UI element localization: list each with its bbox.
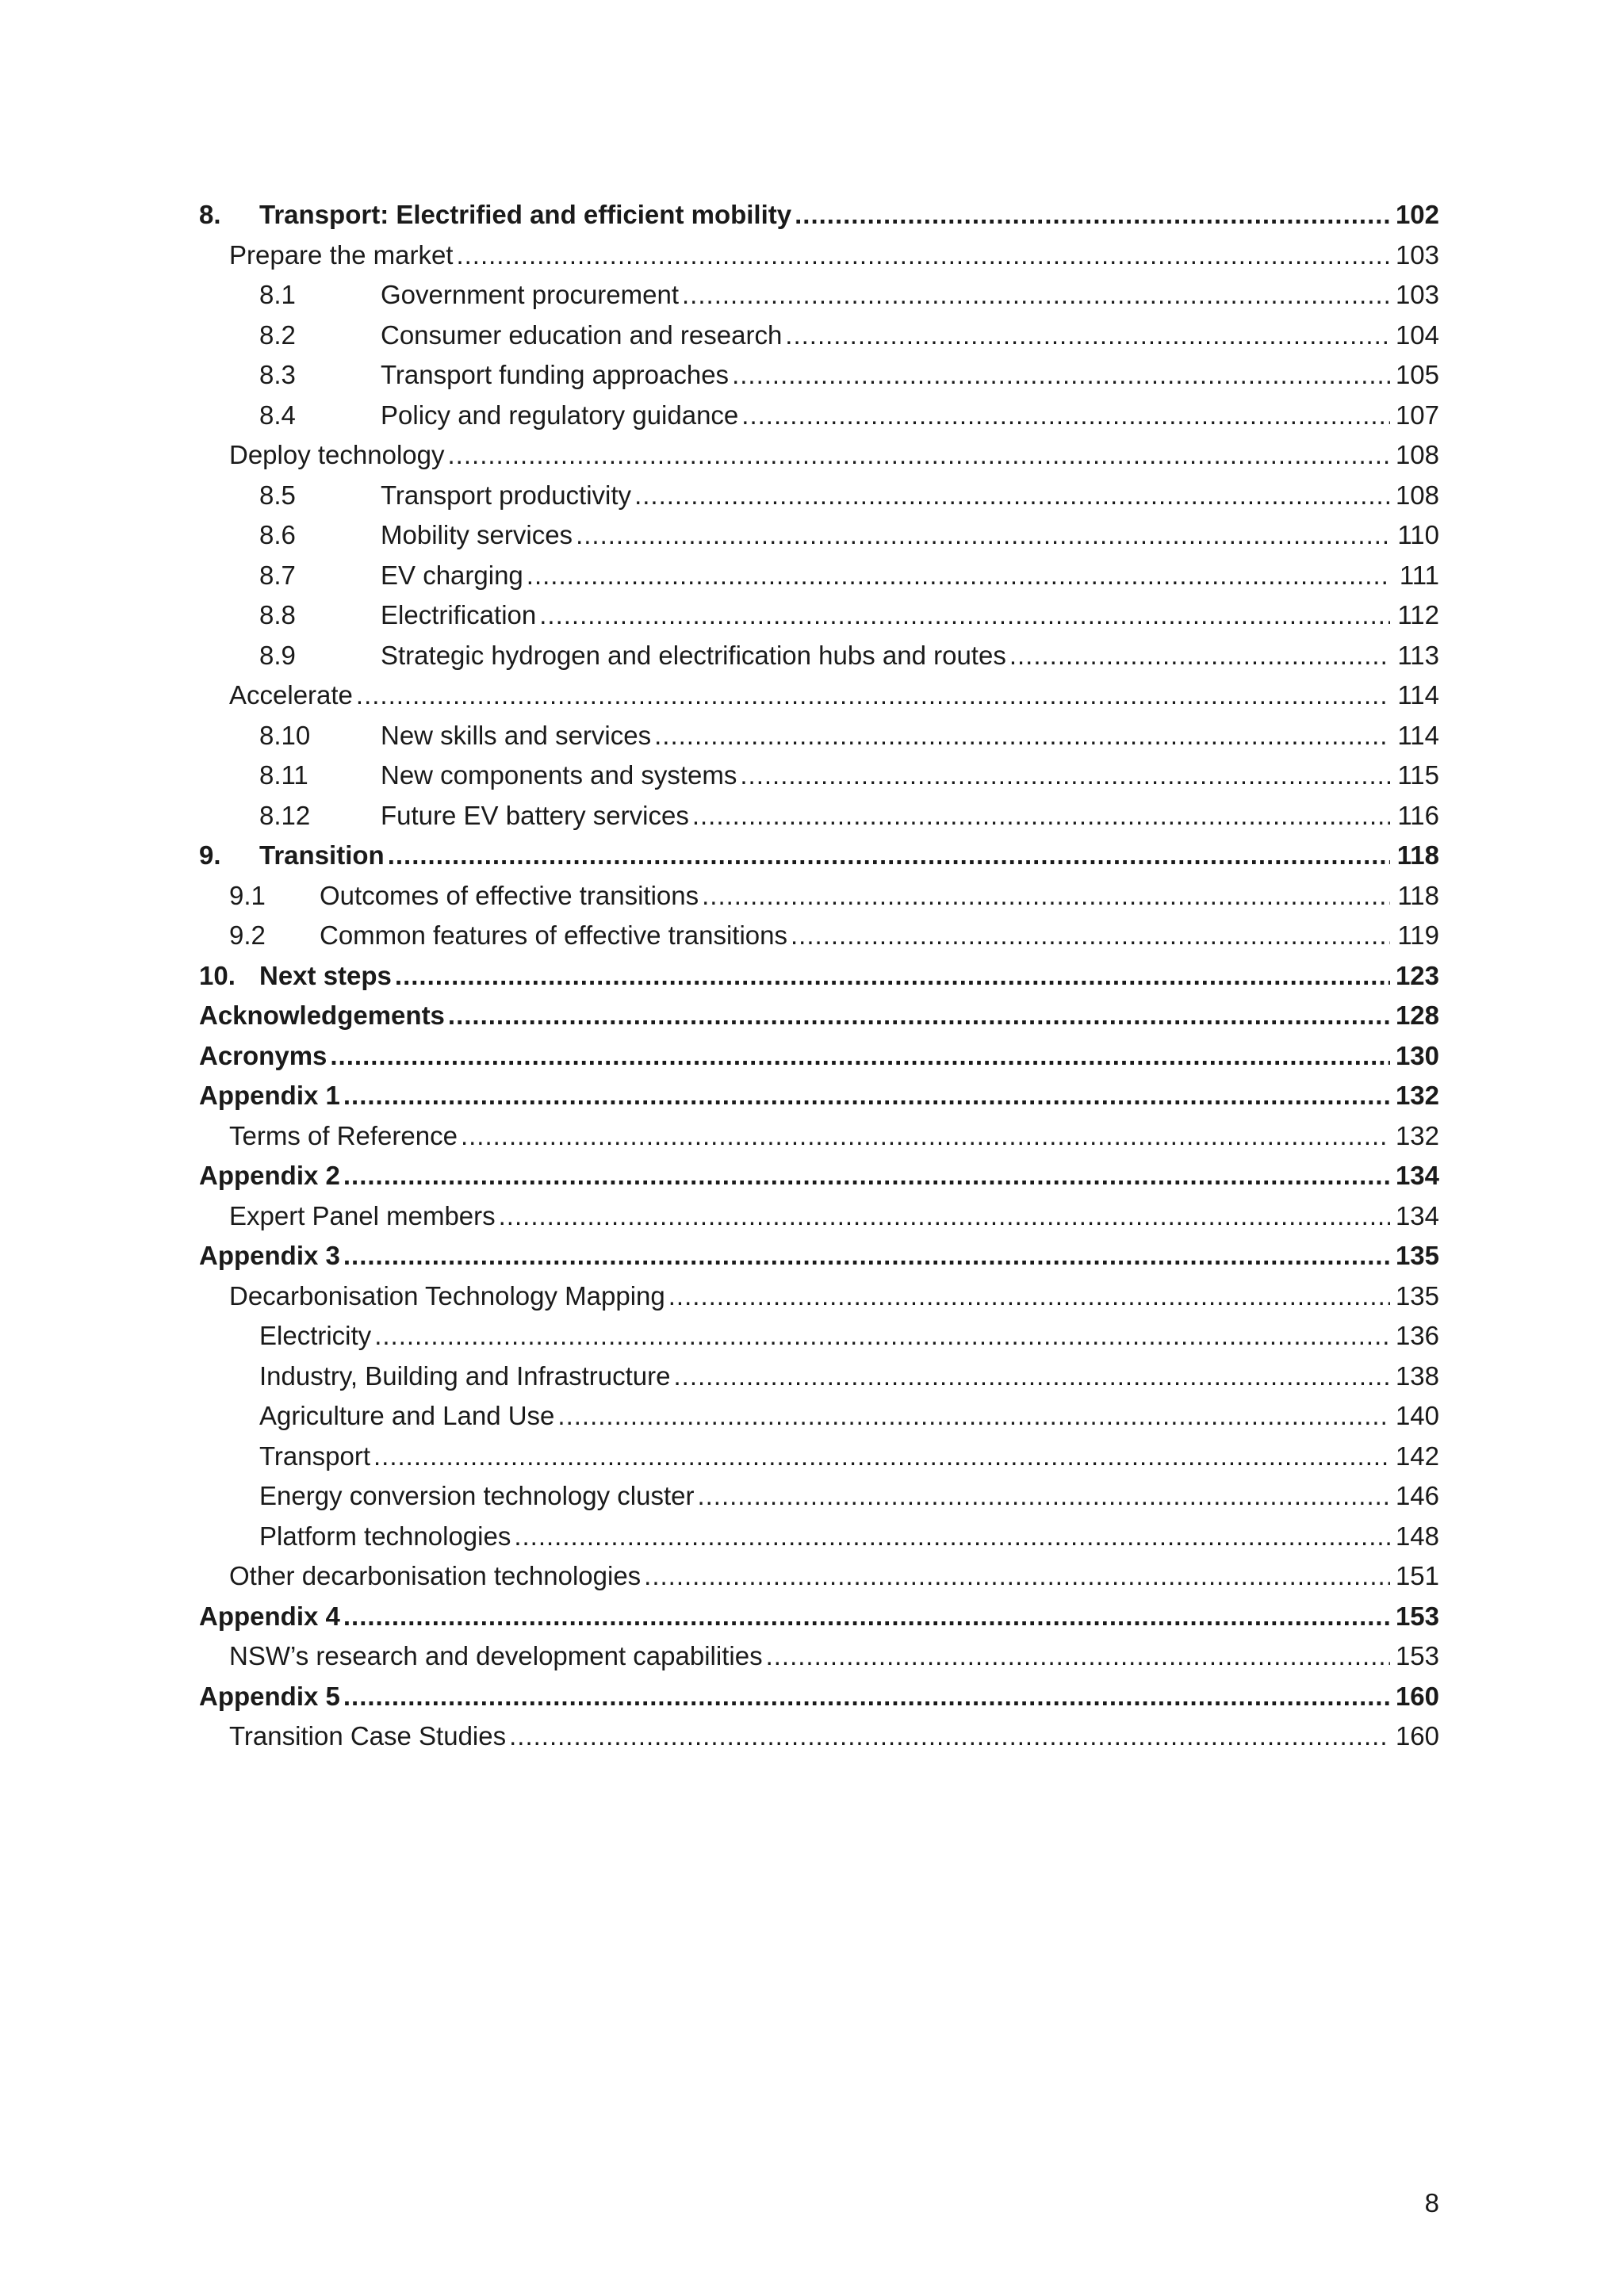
toc-entry-page: 116: [1397, 800, 1439, 830]
toc-entry-number: 8.10: [259, 720, 311, 750]
toc-dot-leader: [576, 515, 1390, 556]
toc-entry[interactable]: [199, 1677, 1439, 1717]
toc-dot-leader: [343, 1677, 1390, 1717]
toc-entry[interactable]: [199, 1156, 1439, 1196]
toc-entry-number: 8.9: [259, 640, 296, 670]
toc-entry[interactable]: [199, 595, 1439, 636]
toc-dot-leader: [343, 1156, 1390, 1196]
toc-entry[interactable]: [199, 476, 1439, 516]
toc-dot-leader: [692, 796, 1390, 836]
toc-entry-page: 160: [1395, 1681, 1439, 1711]
toc-entry-number: 9.2: [229, 920, 266, 950]
toc-entry-page: 103: [1395, 239, 1439, 270]
toc-entry[interactable]: [199, 1597, 1439, 1637]
toc-entry-title: New components and systems: [381, 760, 737, 790]
toc-dot-leader: [499, 1196, 1390, 1237]
toc-entry-page: 130: [1395, 1040, 1439, 1070]
toc-entry-page: 118: [1397, 880, 1439, 910]
toc-entry-title: New skills and services: [381, 720, 652, 750]
toc-entry-title: Policy and regulatory guidance: [381, 400, 739, 430]
toc-entry[interactable]: [199, 1556, 1439, 1597]
toc-dot-leader: [448, 996, 1390, 1036]
toc-entry-page: 134: [1395, 1200, 1439, 1230]
toc-entry[interactable]: [199, 1476, 1439, 1517]
toc-entry[interactable]: [199, 716, 1439, 756]
toc-entry-page: 123: [1395, 960, 1439, 990]
toc-entry-page: 105: [1395, 360, 1439, 389]
toc-entry[interactable]: [199, 1517, 1439, 1557]
toc-entry-number: 8.: [199, 200, 221, 229]
toc-dot-leader: [539, 595, 1390, 636]
toc-entry-page: 111: [1399, 560, 1439, 590]
toc-entry-page: 113: [1397, 640, 1439, 670]
toc-entry-number: 8.3: [259, 360, 296, 389]
toc-entry[interactable]: [199, 515, 1439, 556]
toc-dot-leader: [330, 1036, 1390, 1077]
toc-entry-page: 128: [1395, 1001, 1439, 1030]
toc-entry-title: Agriculture and Land Use: [259, 1401, 555, 1430]
toc-entry-title: Common features of effective transitions: [320, 920, 788, 950]
toc-entry-title: Deploy technology: [229, 440, 445, 469]
toc-entry-title: Expert Panel members: [229, 1200, 496, 1230]
toc-entry[interactable]: [199, 355, 1439, 396]
toc-entry-page: 108: [1395, 480, 1439, 510]
toc-entry-title: Transport productivity: [381, 480, 632, 510]
toc-entry-title: Appendix 4: [199, 1601, 340, 1631]
toc-entry-page: 135: [1395, 1280, 1439, 1311]
toc-entry[interactable]: [199, 316, 1439, 356]
toc-dot-leader: [1009, 636, 1390, 676]
toc-entry[interactable]: [199, 1276, 1439, 1317]
toc-entry-title: Consumer education and research: [381, 320, 783, 350]
toc-entry-page: 132: [1395, 1120, 1439, 1150]
toc-entry-page: 102: [1395, 200, 1439, 229]
toc-entry-title: Electricity: [259, 1321, 372, 1350]
toc-entry-title: Acronyms: [199, 1040, 327, 1070]
toc-entry[interactable]: [199, 275, 1439, 316]
toc-entry[interactable]: [199, 916, 1439, 956]
toc-entry-title: Outcomes of effective transitions: [320, 880, 699, 910]
toc-entry-page: 103: [1395, 280, 1439, 309]
toc-entry[interactable]: [199, 1116, 1439, 1157]
toc-entry-number: 8.5: [259, 480, 296, 510]
toc-entry-page: 142: [1395, 1441, 1439, 1471]
toc-entry-page: 138: [1395, 1360, 1439, 1391]
toc-dot-leader: [682, 275, 1390, 316]
toc-dot-leader: [702, 876, 1390, 916]
toc-entry-page: 112: [1397, 600, 1439, 629]
toc-entry-title: Prepare the market: [229, 239, 454, 270]
toc-entry-number: 8.12: [259, 800, 311, 830]
toc-dot-leader: [373, 1437, 1390, 1477]
toc-entry-title: Energy conversion technology cluster: [259, 1481, 695, 1510]
toc-entry[interactable]: [199, 1316, 1439, 1357]
toc-entry-title: Decarbonisation Technology Mapping: [229, 1280, 665, 1311]
toc-dot-leader: [557, 1396, 1390, 1437]
toc-entry[interactable]: [199, 876, 1439, 916]
toc-entry-page: 132: [1395, 1081, 1439, 1110]
toc-entry-page: 153: [1395, 1601, 1439, 1631]
toc-entry[interactable]: [199, 1636, 1439, 1677]
toc-entry-title: Transport: Electrified and efficient mobility: [259, 200, 792, 229]
toc-dot-leader: [448, 435, 1390, 476]
toc-dot-leader: [668, 1276, 1390, 1317]
toc-entry[interactable]: [199, 1396, 1439, 1437]
toc-entry[interactable]: [199, 195, 1439, 235]
toc-entry[interactable]: [199, 1236, 1439, 1276]
toc-entry-page: 151: [1395, 1561, 1439, 1590]
toc-entry[interactable]: [199, 1716, 1439, 1757]
toc-dot-leader: [785, 316, 1390, 356]
toc-entry[interactable]: [199, 796, 1439, 836]
toc-entry-title: Electrification: [381, 600, 537, 629]
toc-entry-title: NSW’s research and development capabilities: [229, 1641, 763, 1670]
toc-entry-number: 9.1: [229, 880, 266, 910]
toc-dot-leader: [356, 675, 1390, 716]
toc-dot-leader: [741, 396, 1390, 436]
toc-entry-title: Transition: [259, 840, 385, 870]
toc-entry-number: 8.4: [259, 400, 296, 430]
toc-entry[interactable]: [199, 1076, 1439, 1116]
toc-dot-leader: [514, 1517, 1390, 1557]
toc-dot-leader: [674, 1357, 1391, 1397]
toc-entry[interactable]: [199, 1196, 1439, 1237]
toc-entry-page: 104: [1395, 320, 1439, 350]
toc-entry-page: 118: [1396, 840, 1439, 870]
toc-entry-title: Mobility services: [381, 520, 573, 549]
toc-entry-page: 110: [1397, 520, 1439, 549]
toc-entry-number: 10.: [199, 960, 236, 990]
toc-dot-leader: [456, 235, 1390, 276]
toc-entry-page: 148: [1395, 1521, 1439, 1551]
toc-dot-leader: [343, 1597, 1390, 1637]
page-number: 8: [1424, 2188, 1439, 2218]
toc-entry-page: 146: [1395, 1481, 1439, 1510]
toc-entry-page: 114: [1397, 680, 1439, 710]
toc-entry-page: 108: [1395, 440, 1439, 469]
toc-entry-title: Acknowledgements: [199, 1001, 445, 1030]
toc-entry-title: Appendix 3: [199, 1241, 340, 1270]
toc-dot-leader: [644, 1556, 1390, 1597]
toc-entry-number: 8.6: [259, 520, 296, 549]
toc-dot-leader: [791, 916, 1390, 956]
toc-entry[interactable]: [199, 556, 1439, 596]
toc-entry-page: 135: [1395, 1241, 1439, 1270]
toc-entry[interactable]: [199, 235, 1439, 276]
toc-entry[interactable]: [199, 1036, 1439, 1077]
toc-entry-title: Other decarbonisation technologies: [229, 1561, 642, 1590]
toc-dot-leader: [634, 476, 1390, 516]
toc-entry-title: Accelerate: [229, 680, 353, 710]
toc-dot-leader: [654, 716, 1390, 756]
toc-entry-page: 114: [1397, 720, 1439, 750]
toc-entry[interactable]: [199, 956, 1439, 997]
toc-entry-title: EV charging: [381, 560, 523, 590]
toc-entry[interactable]: [199, 636, 1439, 676]
toc-entry-number: 9.: [199, 840, 221, 870]
toc-entry-number: 8.1: [259, 280, 296, 309]
toc-dot-leader: [388, 836, 1390, 876]
toc-entry[interactable]: [199, 836, 1439, 876]
toc-dot-leader: [795, 195, 1390, 235]
toc-entry[interactable]: [199, 1437, 1439, 1477]
toc-entry-title: Terms of Reference: [229, 1120, 458, 1150]
toc-entry-title: Future EV battery services: [381, 800, 689, 830]
toc-entry[interactable]: [199, 396, 1439, 436]
toc-entry-page: 134: [1395, 1161, 1439, 1190]
toc-dot-leader: [343, 1236, 1390, 1276]
toc-entry-page: 115: [1397, 760, 1439, 790]
toc-dot-leader: [697, 1476, 1390, 1517]
toc-entry-number: 8.2: [259, 320, 296, 350]
toc-entry-page: 119: [1397, 920, 1439, 950]
toc-entry-number: 8.8: [259, 600, 296, 629]
toc-entry-title: Transition Case Studies: [229, 1721, 507, 1751]
toc-entry-page: 153: [1395, 1641, 1439, 1670]
toc-dot-leader: [461, 1116, 1390, 1157]
toc-entry-page: 160: [1395, 1721, 1439, 1751]
toc-dot-leader: [766, 1636, 1390, 1677]
toc-entry-page: 107: [1395, 400, 1439, 430]
toc-entry-page: 136: [1395, 1321, 1439, 1350]
toc-entry[interactable]: [199, 675, 1439, 716]
toc-dot-leader: [343, 1076, 1390, 1116]
toc-dot-leader: [395, 956, 1390, 997]
toc-entry-title: Transport funding approaches: [381, 360, 730, 389]
toc-entry-page: 140: [1395, 1401, 1439, 1430]
toc-entry-title: Appendix 1: [199, 1081, 340, 1110]
toc-entry-title: Appendix 2: [199, 1161, 340, 1190]
toc-dot-leader: [374, 1316, 1390, 1357]
toc-entry[interactable]: [199, 996, 1439, 1036]
toc-entry-title: Strategic hydrogen and electrification hubs and routes: [381, 640, 1006, 670]
toc-entry-title: Appendix 5: [199, 1681, 340, 1711]
toc-dot-leader: [740, 756, 1390, 796]
toc-entry-title: Transport: [259, 1441, 370, 1471]
toc-dot-leader: [509, 1716, 1390, 1757]
toc-entry-number: 8.11: [259, 760, 308, 790]
toc-entry[interactable]: [199, 1357, 1439, 1397]
toc-entry-title: Government procurement: [381, 280, 680, 309]
table-of-contents: [199, 195, 1439, 1757]
toc-dot-leader: [527, 556, 1390, 596]
toc-entry[interactable]: [199, 756, 1439, 796]
toc-entry-title: Platform technologies: [259, 1521, 511, 1551]
toc-entry-title: Industry, Building and Infrastructure: [259, 1360, 671, 1391]
toc-entry-title: Next steps: [259, 960, 392, 990]
toc-entry-number: 8.7: [259, 560, 296, 590]
toc-entry[interactable]: [199, 435, 1439, 476]
toc-dot-leader: [732, 355, 1390, 396]
